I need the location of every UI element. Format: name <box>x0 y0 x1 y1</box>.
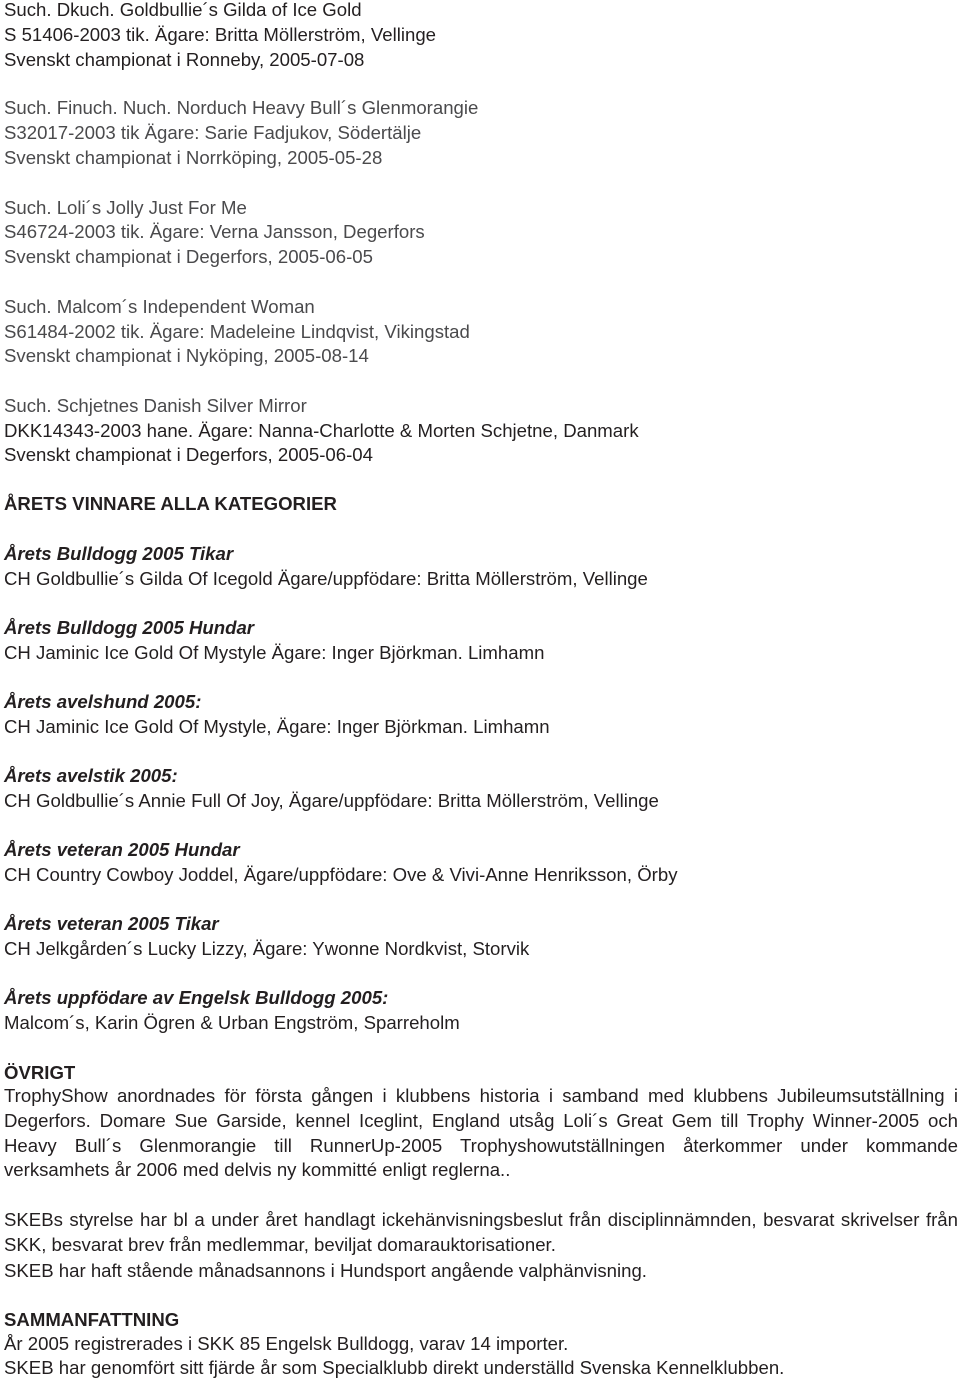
champion-4-title: Svenskt championat i Nyköping, 2005-08-14 <box>4 345 369 366</box>
champion-5-name: Such. Schjetnes Danish Silver Mirror <box>4 395 307 416</box>
category-2-label: Årets Bulldogg 2005 Hundar <box>4 617 255 638</box>
champion-2-title: Svenskt championat i Norrköping, 2005-05-28 <box>4 147 383 168</box>
category-5-value: CH Country Cowboy Joddel, Ägare/uppfödare: Ove & Vivi-Anne Henriksson, Örby <box>4 864 678 885</box>
champion-2-registration: S32017-2003 tik Ägare: Sarie Fadjukov, Södertälje <box>4 122 422 143</box>
champion-3-name: Such. Loli´s Jolly Just For Me <box>4 197 247 218</box>
ovrigt-paragraph-1: TrophyShow anordnades för första gången i klubbens historia i samband med klubbens Jubileumsutställning i Degerfors. Domare Sue Garside, kennel Iceglint, England utsåg Loli´s Great Gem till Trophy Winner-2005 och Heavy Bull´s Glenmorangie till RunnerUp-2005 Trophyshowutställningen återkommer under kommande verksamhets år 2006 med delvis ny kommitté enligt reglerna.. <box>4 1085 958 1181</box>
champion-5-registration: DKK14343-2003 hane. Ägare: Nanna-Charlotte & Morten Schjetne, Danmark <box>4 420 639 441</box>
category-7-value: Malcom´s, Karin Ögren & Urban Engström, Sparreholm <box>4 1012 460 1033</box>
ovrigt-paragraph-2: SKEBs styrelse har bl a under året handlagt ickehänvisningsbeslut från disciplinnämnden, besvarat skrivelser från SKK, besvarat brev från medlemmar, beviljat domarauktorisationer. <box>4 1209 958 1255</box>
champion-4-name: Such. Malcom´s Independent Woman <box>4 296 315 317</box>
champion-5-title: Svenskt championat i Degerfors, 2005-06-04 <box>4 444 373 465</box>
sammanfattning-heading: SAMMANFATTNING <box>4 1309 180 1330</box>
category-3-label: Årets avelshund 2005: <box>4 691 202 712</box>
champion-2-name: Such. Finuch. Nuch. Norduch Heavy Bull´s Glenmorangie <box>4 97 479 118</box>
category-1-value: CH Goldbullie´s Gilda Of Icegold Ägare/uppfödare: Britta Möllerström, Vellinge <box>4 568 648 589</box>
champion-3-title: Svenskt championat i Degerfors, 2005-06-05 <box>4 246 373 267</box>
category-6-label: Årets veteran 2005 Tikar <box>4 913 219 934</box>
sammanfattning-line-1: År 2005 registrerades i SKK 85 Engelsk Bulldogg, varav 14 importer. <box>4 1333 569 1354</box>
champion-1-title: Svenskt championat i Ronneby, 2005-07-08 <box>4 49 365 70</box>
winners-heading: ÅRETS VINNARE ALLA KATEGORIER <box>4 493 337 514</box>
category-6-value: CH Jelkgården´s Lucky Lizzy, Ägare: Ywonne Nordkvist, Storvik <box>4 938 530 959</box>
ovrigt-paragraph-3: SKEB har haft stående månadsannons i Hundsport angående valphänvisning. <box>4 1260 647 1281</box>
champion-1-name: Such. Dkuch. Goldbullie´s Gilda of Ice Gold <box>4 0 362 20</box>
category-2-value: CH Jaminic Ice Gold Of Mystyle Ägare: Inger Björkman. Limhamn <box>4 642 545 663</box>
champion-4-registration: S61484-2002 tik. Ägare: Madeleine Lindqvist, Vikingstad <box>4 321 470 342</box>
category-1-label: Årets Bulldogg 2005 Tikar <box>4 543 234 564</box>
champion-3-registration: S46724-2003 tik. Ägare: Verna Jansson, Degerfors <box>4 221 425 242</box>
category-3-value: CH Jaminic Ice Gold Of Mystyle, Ägare: Inger Björkman. Limhamn <box>4 716 550 737</box>
category-4-value: CH Goldbullie´s Annie Full Of Joy, Ägare/uppfödare: Britta Möllerström, Vellinge <box>4 790 659 811</box>
champion-1-registration: S 51406-2003 tik. Ägare: Britta Möllerström, Vellinge <box>4 24 437 45</box>
category-4-label: Årets avelstik 2005: <box>4 765 178 786</box>
category-5-label: Årets veteran 2005 Hundar <box>4 839 240 860</box>
sammanfattning-line-2: SKEB har genomfört sitt fjärde år som Specialklubb direkt underställd Svenska Kennelklubben. <box>4 1357 785 1378</box>
ovrigt-heading: ÖVRIGT <box>4 1062 76 1083</box>
category-7-label: Årets uppfödare av Engelsk Bulldogg 2005: <box>4 987 389 1008</box>
